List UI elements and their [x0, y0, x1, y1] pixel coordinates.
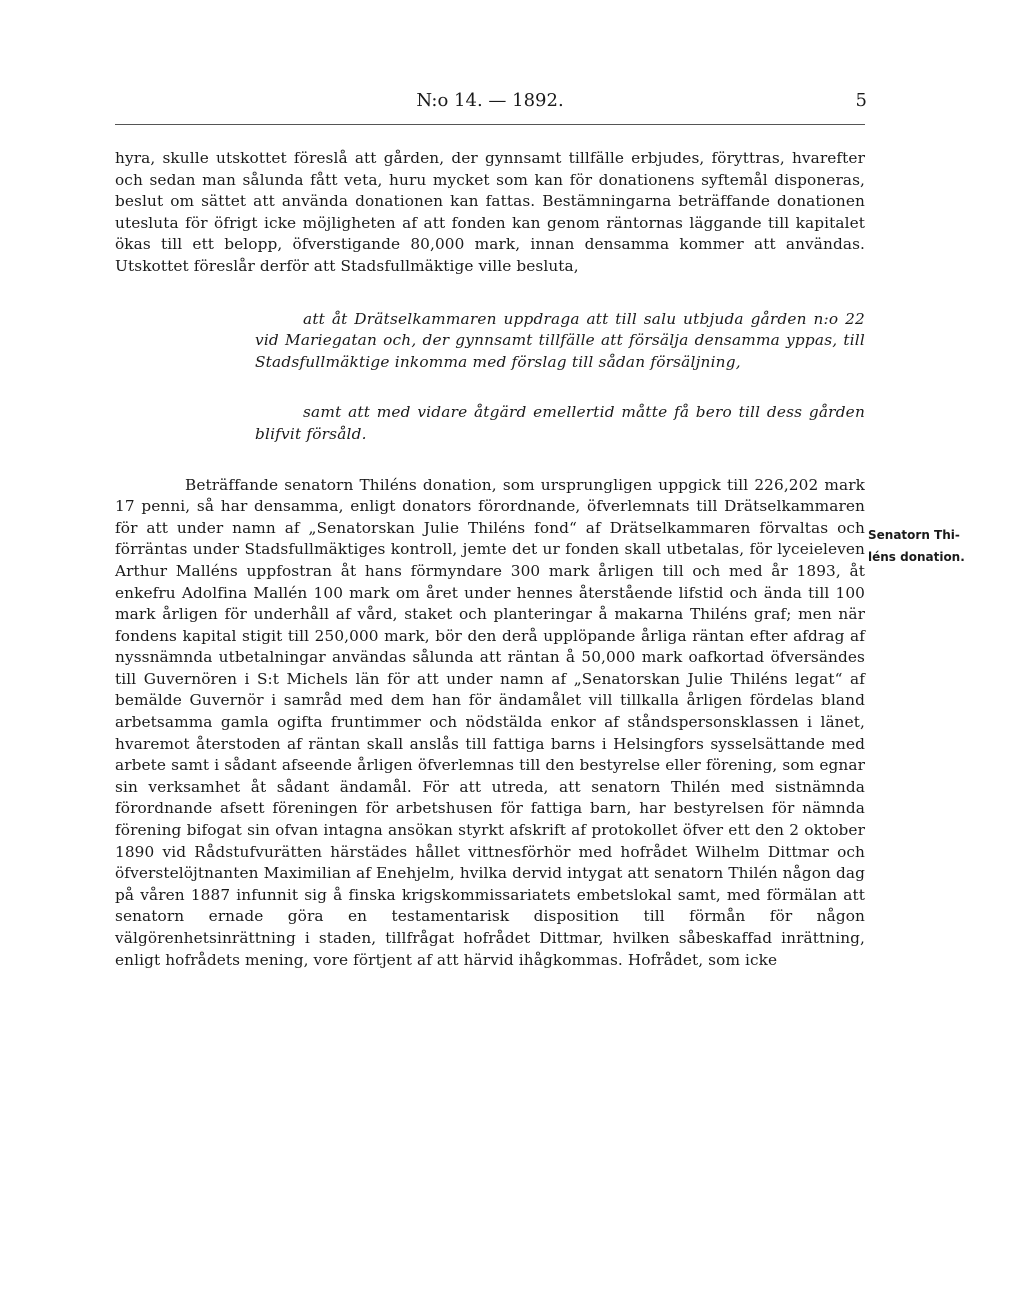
document-page [115, 88, 867, 969]
motion-sell-property: att åt Drätselkammaren uppdraga att till salu utbjuda gården n:o 22 vid Mariegatan och, der gynnsamt tillfälle att försälja densamma yppas, till Stadsfullmäktige inkomma med förslag till sådan försäljning, [255, 309, 865, 371]
paragraph-thilen-donation: Beträffande senatorn Thiléns donation, som ursprungligen uppgick till 226,202 mark 17 penni, så har densamma, enligt donators förordnande, öfverlemnats till Drätselkammaren för att under namn af „Senatorskan Julie Thiléns fond“ af Drätselkammaren förvaltas och förräntas under Stadsfullmäktiges kontroll, jemte det ur fonden skall utbetalas, för lyceieleven Arthur Malléns uppfostran åt hans förmyndare 300 mark årligen till och med år 1893, åt enkefru Adolfina Mallén 100 mark om året under hennes återstående lifstid och ända till 100 mark årligen för underhåll af vård, staket och planteringar å makarna Thiléns graf; men när fondens kapital stigit till 250,000 mark, bör den derå upplöpande årliga räntan efter afdrag af nyssnämnda utbetalningar användas sålunda att räntan å 50,000 mark oafkortad öfversändes till Guvernören i S:t Michels län för att under namn af „Senatorskan Julie Thiléns legat“ af bemälde Guvernör i samråd med dem han för ändamålet vill tillkalla årligen fördelas bland arbetsamma gamla ogifta fruntimmer och nödstälda enkor af ståndspersonsklassen i länet, hvaremot återstoden af räntan skall anslås till fattiga barns i Helsingfors sysselsättande med arbete samt i sådant afseende årligen öfverlemnas till den bestyrelse eller förening, som egnar sin verksamhet åt sådant ändamål. För att utreda, att senatorn Thilén med sistnämnda förordnande afsett föreningen för arbetshusen för fattiga barn, har bestyrelsen för nämnda förening bifogat sin ofvan intagna ansökan styrkt afskrift af protokollet öfver ett den 2 oktober 1890 vid Rådstufvurätten härstädes hållet vittnesförhör med hofrådet Wilhelm Dittmar och öfverstelöjtnanten Maximilian af Enehjelm, hvilka dervid intygat att senatorn Thilén någon dag på våren 1887 infunnit sig å finska krigskommissariatets embetslokal samt, med förmälan att senatorn ernade göra en testamentarisk disposition till förmån för någon välgörenhetsinrättning i staden, tillfrågat hofrådet Dittmar, hvilken såbeskaffad inrättning, enligt hofrådets mening, vore förtjent af att härvid ihågkommas. Hofrådet, som icke [115, 475, 865, 969]
motion-defer-action: samt att med vidare åtgärd emellertid måtte få bero till dess gården blifvit försåld. [255, 403, 865, 443]
body-text [115, 148, 865, 971]
page-number: 5 [855, 90, 867, 111]
margin-note-line-1: Senatorn Thi- [868, 528, 960, 542]
margin-note-line-2: léns donation. [868, 550, 965, 564]
paragraph-committee-proposal: hyra, skulle utskottet föreslå att gården, der gynnsamt tillfälle erbjudes, föryttras, hvarefter och sedan man sålunda fått veta, huru mycket som kan för donationens syftemål disponeras, beslut om sättet att använda donationen kan fattas. Bestämningarna beträffande donationen utesluta för öfrigt icke möjligheten af att fonden kan genom räntornas läggande till kapitalet ökas till ett belopp, öfverstigande 80,000 mark, innan densamma kommer att användas. Utskottet föreslår derför att Stadsfullmäktige ville besluta, [115, 149, 865, 275]
header-rule [115, 124, 865, 125]
issue-heading: N:o 14. — 1892. [416, 90, 564, 111]
page-header [115, 88, 865, 118]
margin-note [868, 524, 978, 568]
